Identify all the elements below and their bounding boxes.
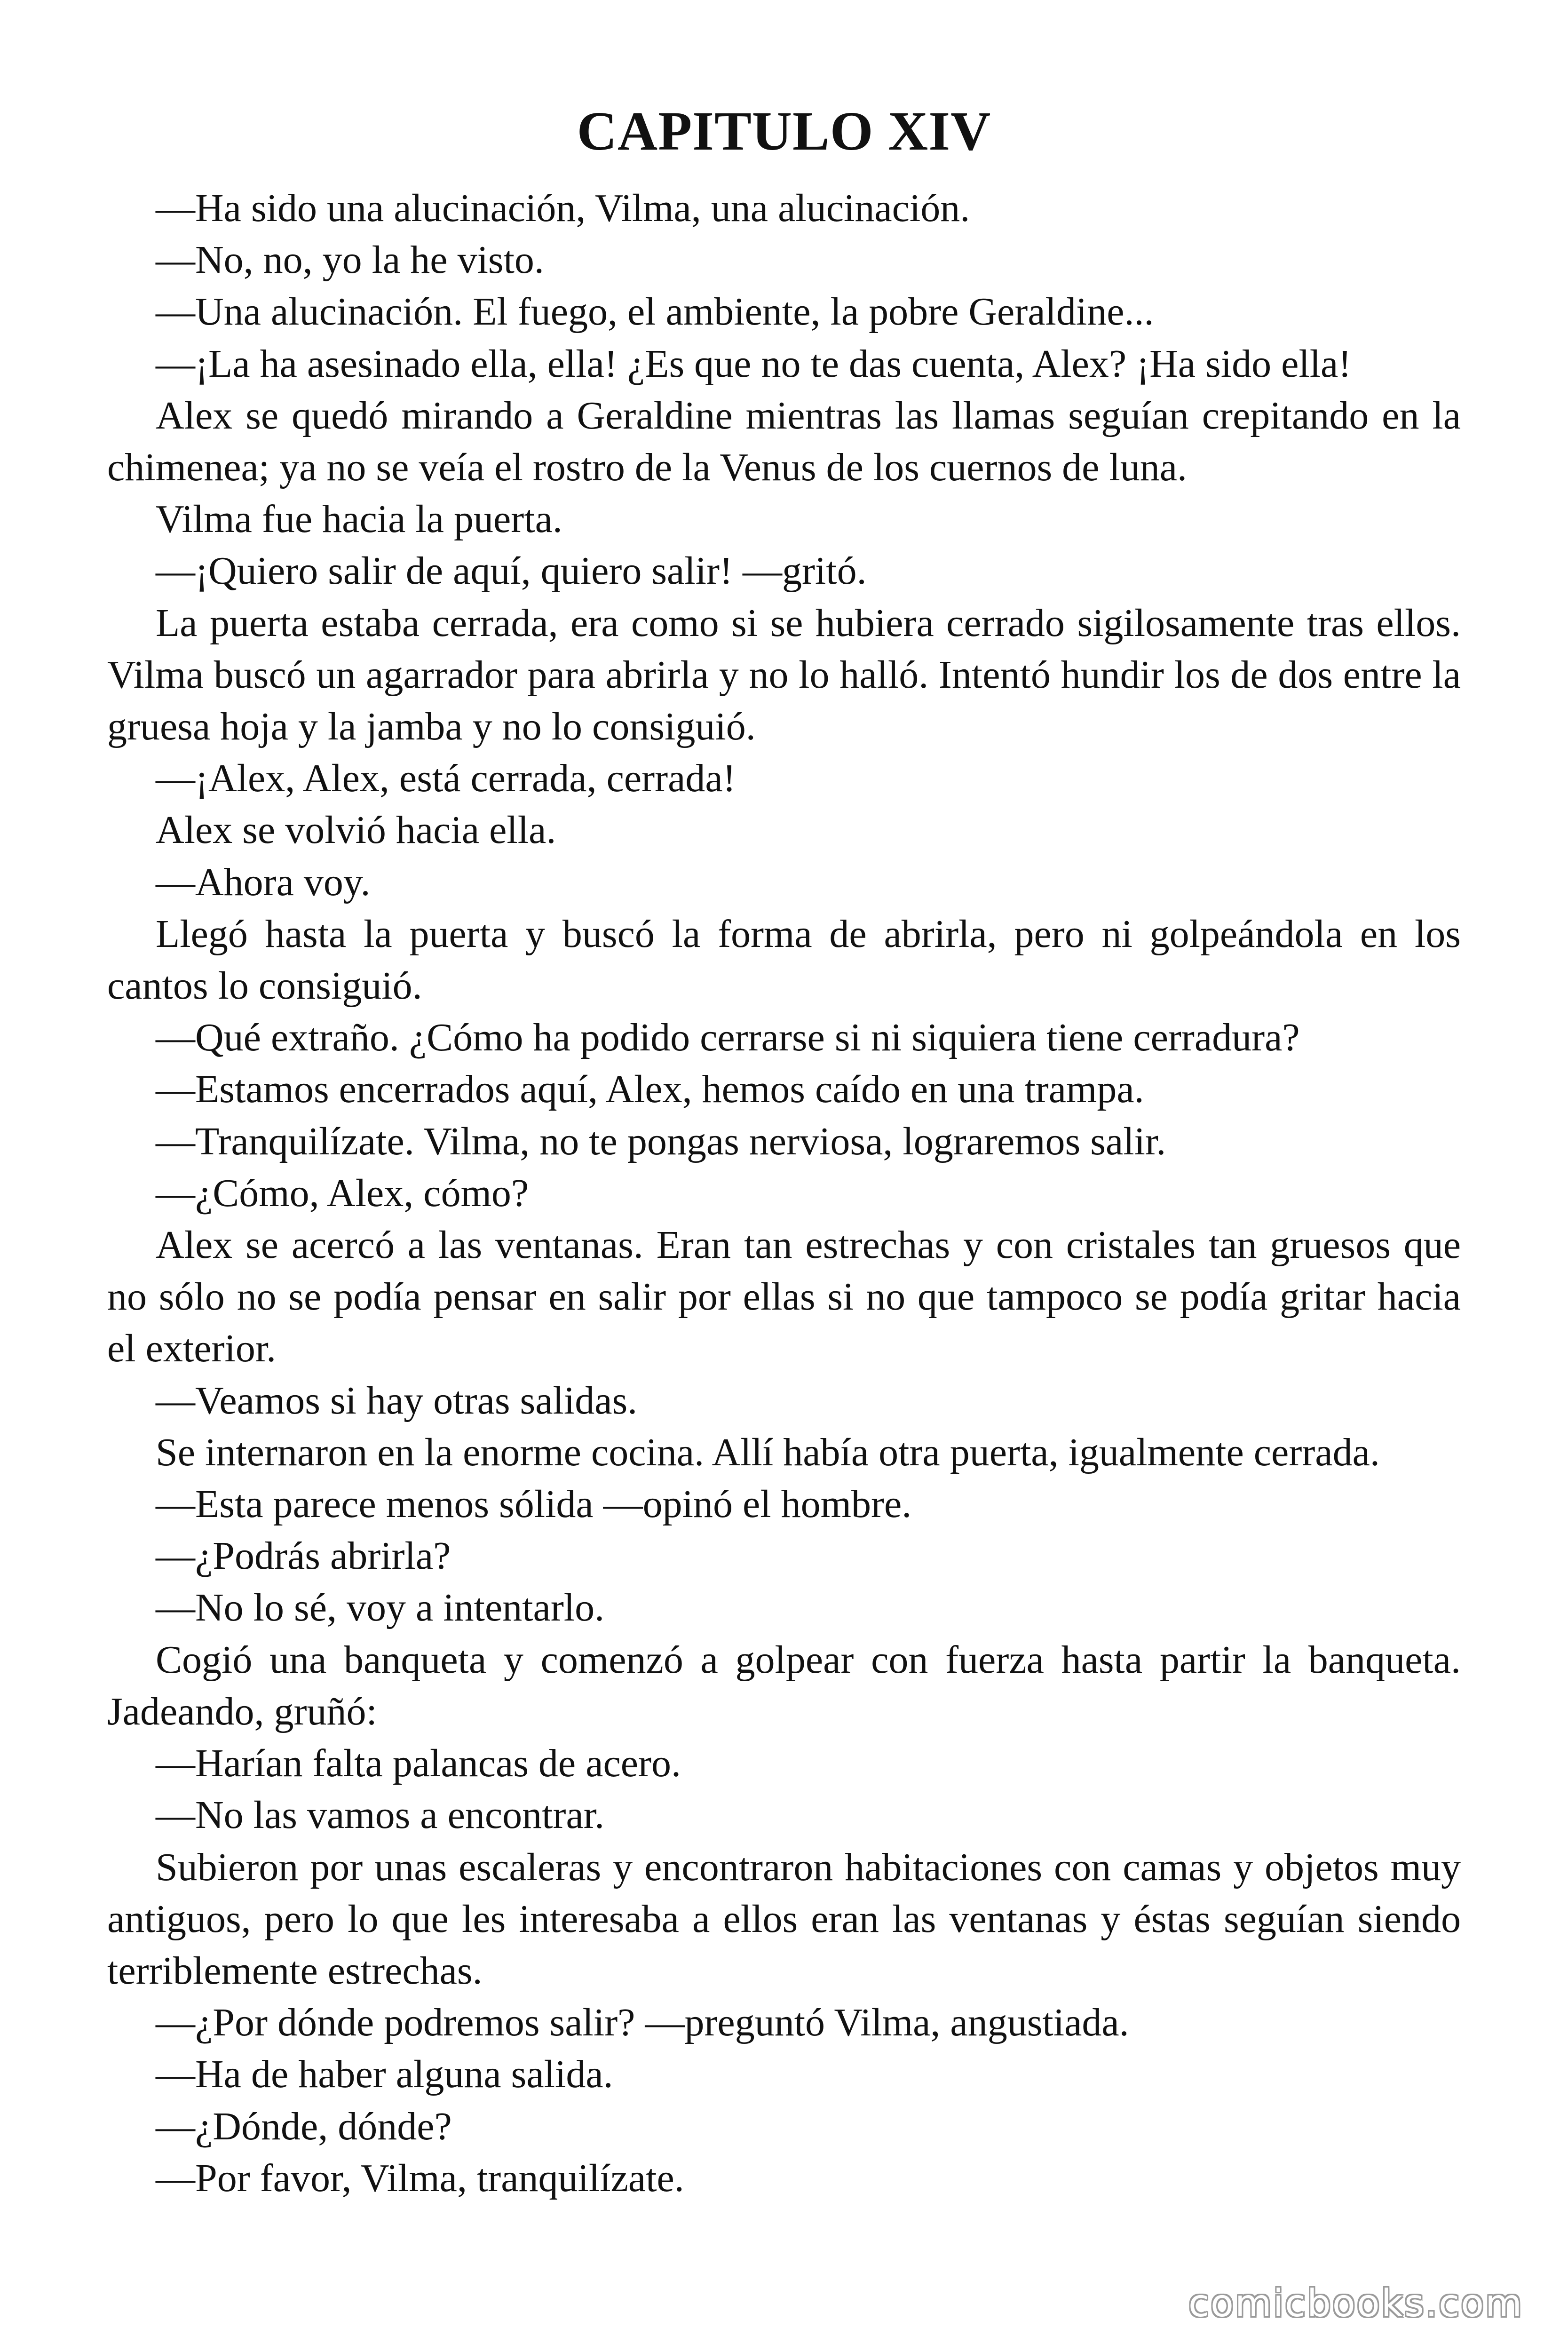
paragraph: —¿Podrás abrirla?: [156, 1534, 451, 1578]
chapter-title: CAPITULO XIV: [577, 100, 991, 162]
paragraph: —Por favor, Vilma, tranquilízate.: [156, 2156, 684, 2200]
paragraph: —¡Alex, Alex, está cerrada, cerrada!: [156, 756, 736, 801]
paragraph: —¡Quiero salir de aquí, quiero salir! —gritó.: [156, 549, 867, 593]
paragraph: —¿Cómo, Alex, cómo?: [156, 1171, 529, 1215]
paragraph: —Tranquilízate. Vilma, no te pongas nerviosa, lograremos salir.: [156, 1119, 1166, 1163]
paragraph: Llegó hasta la puerta y buscó la forma de abrirla, pero ni golpeándola en los cantos lo consiguió.: [107, 912, 1461, 1008]
paragraph: La puerta estaba cerrada, era como si se hubiera cerrado sigilosamente tras ellos. Vilma buscó un agarrador para abrirla y no lo halló. Intentó hundir los de dos entre la gruesa hoja y la jamba y no lo consiguió.: [107, 601, 1461, 749]
paragraph: Alex se quedó mirando a Geraldine mientras las llamas seguían crepitando en la chimenea; ya no se veía el rostro de la Venus de los cuernos de luna.: [107, 393, 1461, 490]
paragraph: Alex se volvió hacia ella.: [156, 808, 556, 852]
paragraph: Se internaron en la enorme cocina. Allí había otra puerta, igualmente cerrada.: [156, 1430, 1380, 1474]
paragraph: —Ha sido una alucinación, Vilma, una alucinación.: [156, 186, 970, 230]
paragraph: —No las vamos a encontrar.: [156, 1793, 605, 1837]
chapter-body: [107, 183, 1461, 2204]
paragraph: —Ha de haber alguna salida.: [156, 2052, 613, 2097]
paragraph: —Qué extraño. ¿Cómo ha podido cerrarse si ni siquiera tiene cerradura?: [156, 1016, 1300, 1060]
paragraph: —Esta parece menos sólida —opinó el hombre.: [156, 1482, 912, 1526]
paragraph: —No lo sé, voy a intentarlo.: [156, 1586, 605, 1630]
paragraph: Cogió una banqueta y comenzó a golpear con fuerza hasta partir la banqueta. Jadeando, gruñó:: [107, 1637, 1461, 1733]
paragraph: —Veamos si hay otras salidas.: [156, 1378, 638, 1422]
paragraph: —¿Dónde, dónde?: [156, 2104, 452, 2148]
paragraph: Alex se acercó a las ventanas. Eran tan estrechas y con cristales tan gruesos que no sólo no se podía pensar en salir por ellas si no que tampoco se podía gritar hacia el exterior.: [107, 1223, 1461, 1371]
watermark: comicbooks.com: [1188, 2281, 1523, 2325]
paragraph: Vilma fue hacia la puerta.: [156, 497, 562, 541]
paragraph: —¡La ha asesinado ella, ella! ¿Es que no te das cuenta, Alex? ¡Ha sido ella!: [156, 342, 1352, 386]
paragraph: —Ahora voy.: [156, 860, 371, 904]
paragraph: —Harían falta palancas de acero.: [156, 1741, 681, 1786]
paragraph: —¿Por dónde podremos salir? —preguntó Vilma, angustiada.: [156, 2001, 1129, 2045]
paragraph: —Una alucinación. El fuego, el ambiente, la pobre Geraldine...: [156, 290, 1154, 334]
paragraph: Subieron por unas escaleras y encontraron habitaciones con camas y objetos muy antiguos, pero lo que les interesaba a ellos eran las ventanas y éstas seguían siendo terriblemente estrechas.: [107, 1845, 1461, 1993]
paragraph: —Estamos encerrados aquí, Alex, hemos caído en una trampa.: [156, 1067, 1144, 1112]
paragraph: —No, no, yo la he visto.: [156, 238, 544, 282]
